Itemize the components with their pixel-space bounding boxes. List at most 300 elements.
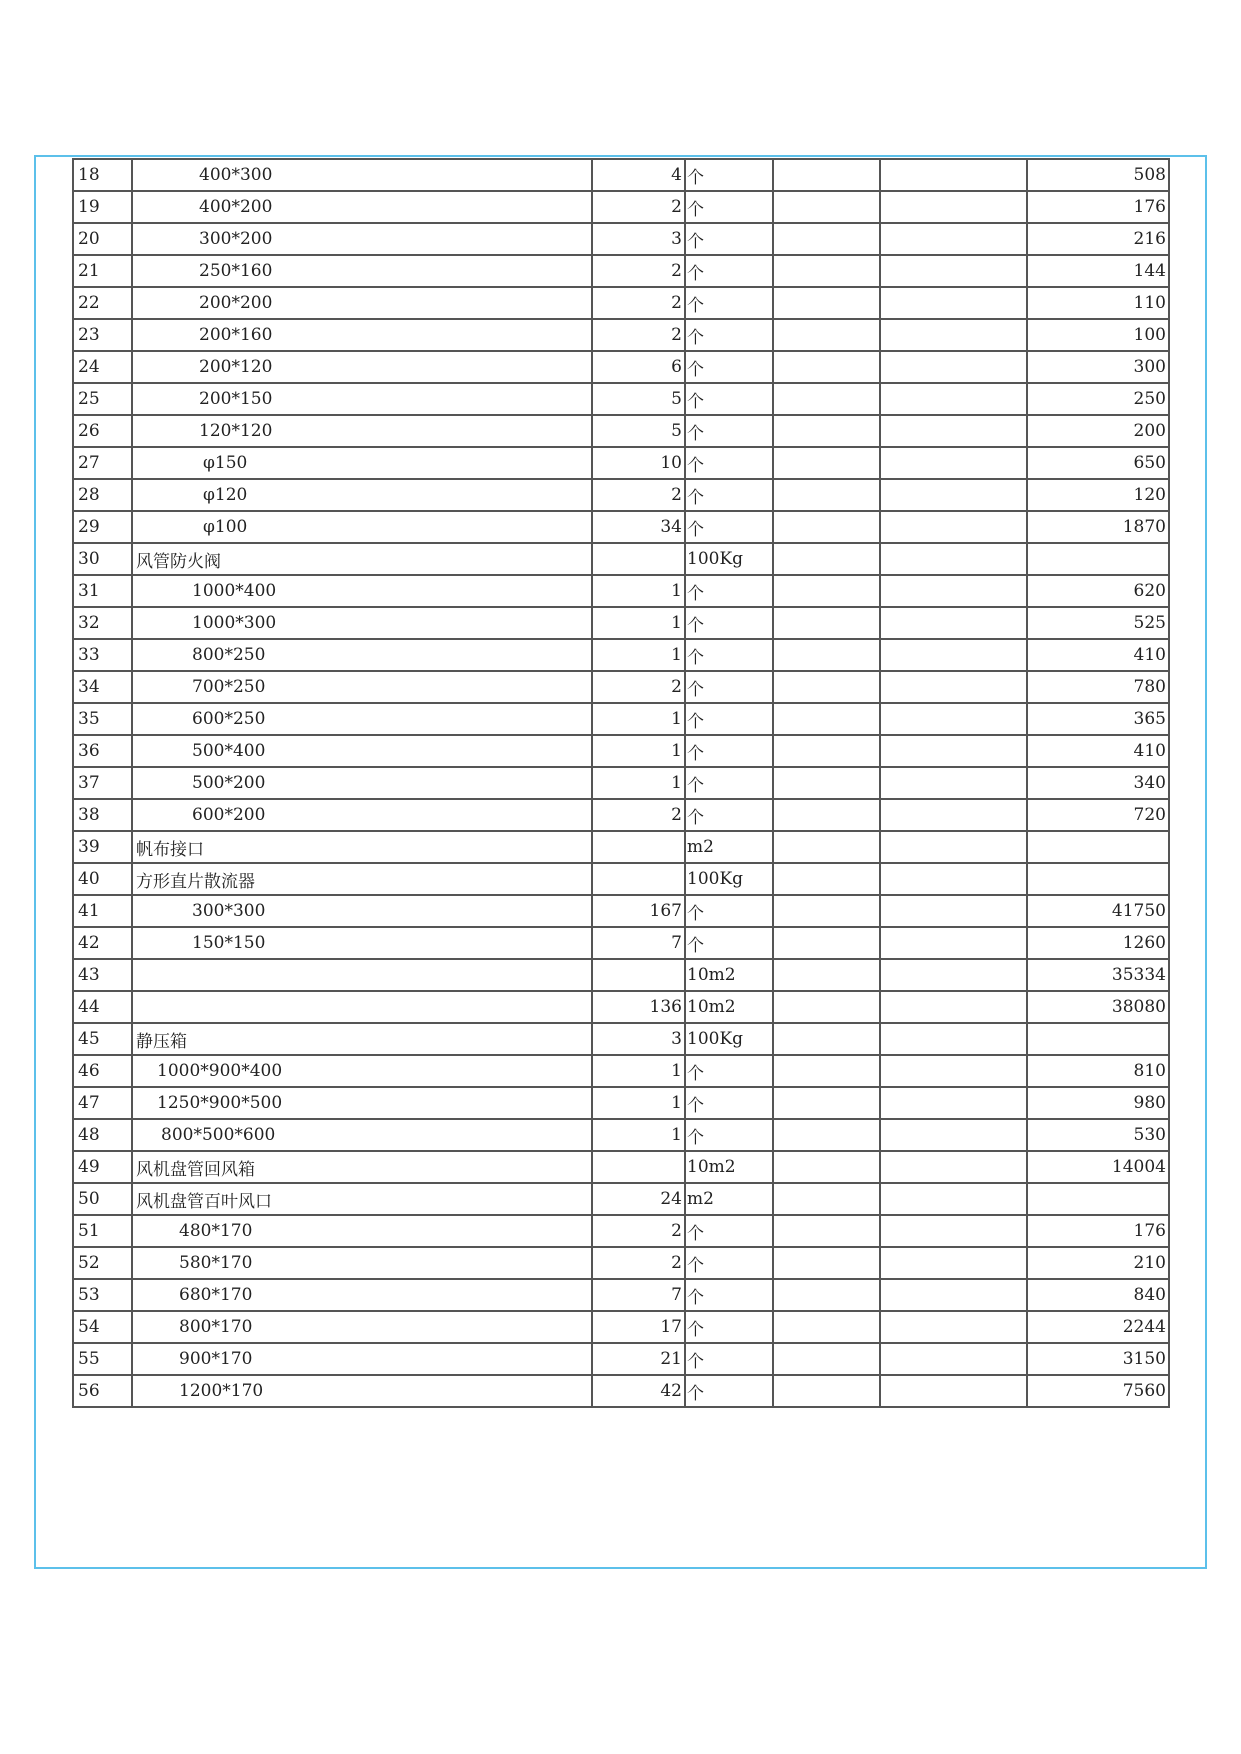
amount-cell: 216	[1027, 223, 1169, 255]
amount-cell: 508	[1027, 159, 1169, 191]
blank-cell	[880, 735, 1027, 767]
blank-cell	[880, 991, 1027, 1023]
unit-cell: 个	[685, 1375, 773, 1407]
blank-cell	[880, 1151, 1027, 1183]
item-name-cell: φ100	[132, 511, 592, 543]
item-name-cell: 200*200	[132, 287, 592, 319]
table-row	[73, 1119, 1169, 1151]
blank-cell	[773, 1055, 880, 1087]
blank-cell	[880, 1183, 1027, 1215]
item-name-cell: 600*250	[132, 703, 592, 735]
blank-cell	[773, 767, 880, 799]
table-row	[73, 1311, 1169, 1343]
blank-cell	[880, 575, 1027, 607]
amount-cell: 200	[1027, 415, 1169, 447]
table-row	[73, 159, 1169, 191]
unit-cell: 个	[685, 575, 773, 607]
amount-cell: 7560	[1027, 1375, 1169, 1407]
blank-cell	[880, 671, 1027, 703]
row-number-cell: 44	[73, 991, 132, 1023]
blank-cell	[773, 575, 880, 607]
item-name-cell: 680*170	[132, 1279, 592, 1311]
blank-cell	[880, 831, 1027, 863]
quantity-cell: 2	[592, 319, 685, 351]
row-number-cell: 22	[73, 287, 132, 319]
amount-cell: 144	[1027, 255, 1169, 287]
quantity-cell: 1	[592, 607, 685, 639]
quantity-cell: 1	[592, 703, 685, 735]
table-row	[73, 1087, 1169, 1119]
unit-cell: 个	[685, 223, 773, 255]
table-row	[73, 1215, 1169, 1247]
table-row	[73, 703, 1169, 735]
blank-cell	[880, 1215, 1027, 1247]
amount-cell: 365	[1027, 703, 1169, 735]
blank-cell	[773, 927, 880, 959]
unit-cell: 个	[685, 1215, 773, 1247]
unit-cell: 个	[685, 1119, 773, 1151]
quantity-cell: 1	[592, 767, 685, 799]
table-row	[73, 223, 1169, 255]
item-name-cell: 方形直片散流器	[132, 863, 592, 895]
blank-cell	[773, 863, 880, 895]
blank-cell	[880, 223, 1027, 255]
unit-cell: 个	[685, 415, 773, 447]
amount-cell: 3150	[1027, 1343, 1169, 1375]
amount-cell: 176	[1027, 191, 1169, 223]
unit-cell: 100Kg	[685, 1023, 773, 1055]
blank-cell	[773, 223, 880, 255]
amount-cell: 210	[1027, 1247, 1169, 1279]
table-row	[73, 1055, 1169, 1087]
item-name-cell: 400*300	[132, 159, 592, 191]
table-row	[73, 1247, 1169, 1279]
blank-cell	[880, 1343, 1027, 1375]
blank-cell	[773, 351, 880, 383]
item-name-cell: 1000*300	[132, 607, 592, 639]
table-row	[73, 415, 1169, 447]
table-row	[73, 991, 1169, 1023]
item-name-cell: 200*150	[132, 383, 592, 415]
row-number-cell: 41	[73, 895, 132, 927]
amount-cell: 14004	[1027, 1151, 1169, 1183]
unit-cell: 个	[685, 351, 773, 383]
unit-cell: 个	[685, 255, 773, 287]
table-row	[73, 511, 1169, 543]
item-name-cell: 250*160	[132, 255, 592, 287]
quantity-cell: 2	[592, 1247, 685, 1279]
blank-cell	[880, 927, 1027, 959]
blank-cell	[773, 1343, 880, 1375]
blank-cell	[880, 1311, 1027, 1343]
row-number-cell: 52	[73, 1247, 132, 1279]
quantity-cell: 17	[592, 1311, 685, 1343]
table-row	[73, 895, 1169, 927]
blank-cell	[880, 319, 1027, 351]
unit-cell: 个	[685, 479, 773, 511]
table-row	[73, 287, 1169, 319]
quantity-cell: 1	[592, 1055, 685, 1087]
amount-cell: 250	[1027, 383, 1169, 415]
row-number-cell: 39	[73, 831, 132, 863]
item-name-cell: 300*200	[132, 223, 592, 255]
amount-cell: 2244	[1027, 1311, 1169, 1343]
quantity-cell: 7	[592, 927, 685, 959]
item-name-cell: 200*160	[132, 319, 592, 351]
quantity-cell: 136	[592, 991, 685, 1023]
blank-cell	[773, 1375, 880, 1407]
table-row	[73, 1343, 1169, 1375]
quantity-cell: 7	[592, 1279, 685, 1311]
blank-cell	[773, 671, 880, 703]
row-number-cell: 20	[73, 223, 132, 255]
quantity-cell: 2	[592, 287, 685, 319]
blank-cell	[773, 319, 880, 351]
unit-cell: 个	[685, 799, 773, 831]
quantity-cell: 24	[592, 1183, 685, 1215]
amount-cell: 110	[1027, 287, 1169, 319]
item-name-cell: 1000*900*400	[132, 1055, 592, 1087]
quantity-cell	[592, 831, 685, 863]
item-name-cell: 800*170	[132, 1311, 592, 1343]
blank-cell	[880, 959, 1027, 991]
amount-cell: 1870	[1027, 511, 1169, 543]
unit-cell: 个	[685, 927, 773, 959]
amount-cell	[1027, 863, 1169, 895]
blank-cell	[773, 1247, 880, 1279]
blank-cell	[880, 607, 1027, 639]
row-number-cell: 23	[73, 319, 132, 351]
blank-cell	[773, 1119, 880, 1151]
item-name-cell: 1000*400	[132, 575, 592, 607]
unit-cell: 10m2	[685, 1151, 773, 1183]
unit-cell: 10m2	[685, 991, 773, 1023]
item-name-cell: 800*500*600	[132, 1119, 592, 1151]
blank-cell	[773, 1311, 880, 1343]
blank-cell	[880, 639, 1027, 671]
row-number-cell: 42	[73, 927, 132, 959]
item-name-cell: 1250*900*500	[132, 1087, 592, 1119]
quantity-cell	[592, 1151, 685, 1183]
row-number-cell: 38	[73, 799, 132, 831]
amount-cell: 35334	[1027, 959, 1169, 991]
row-number-cell: 36	[73, 735, 132, 767]
amount-cell	[1027, 1023, 1169, 1055]
table-row	[73, 831, 1169, 863]
row-number-cell: 30	[73, 543, 132, 575]
unit-cell: 100Kg	[685, 863, 773, 895]
table-row	[73, 479, 1169, 511]
blank-cell	[880, 255, 1027, 287]
quantity-cell: 2	[592, 671, 685, 703]
quantity-cell: 10	[592, 447, 685, 479]
row-number-cell: 19	[73, 191, 132, 223]
row-number-cell: 28	[73, 479, 132, 511]
row-number-cell: 48	[73, 1119, 132, 1151]
unit-cell: 个	[685, 671, 773, 703]
unit-cell: 个	[685, 767, 773, 799]
quantity-table	[72, 158, 1170, 1408]
blank-cell	[880, 383, 1027, 415]
item-name-cell	[132, 959, 592, 991]
unit-cell: 个	[685, 383, 773, 415]
quantity-cell: 3	[592, 223, 685, 255]
amount-cell	[1027, 543, 1169, 575]
row-number-cell: 27	[73, 447, 132, 479]
item-name-cell: 风管防火阀	[132, 543, 592, 575]
quantity-cell	[592, 863, 685, 895]
quantity-cell: 6	[592, 351, 685, 383]
row-number-cell: 35	[73, 703, 132, 735]
unit-cell: 10m2	[685, 959, 773, 991]
table-row	[73, 1279, 1169, 1311]
blank-cell	[773, 799, 880, 831]
quantity-cell: 1	[592, 1119, 685, 1151]
row-number-cell: 21	[73, 255, 132, 287]
quantity-cell: 1	[592, 639, 685, 671]
quantity-cell: 34	[592, 511, 685, 543]
blank-cell	[880, 1119, 1027, 1151]
amount-cell: 650	[1027, 447, 1169, 479]
row-number-cell: 43	[73, 959, 132, 991]
unit-cell: 个	[685, 319, 773, 351]
quantity-cell: 4	[592, 159, 685, 191]
quantity-cell	[592, 543, 685, 575]
amount-cell: 41750	[1027, 895, 1169, 927]
item-name-cell	[132, 991, 592, 1023]
item-name-cell: 480*170	[132, 1215, 592, 1247]
item-name-cell: 300*300	[132, 895, 592, 927]
amount-cell: 300	[1027, 351, 1169, 383]
table-row	[73, 255, 1169, 287]
quantity-cell: 3	[592, 1023, 685, 1055]
amount-cell: 720	[1027, 799, 1169, 831]
blank-cell	[880, 415, 1027, 447]
item-name-cell: 700*250	[132, 671, 592, 703]
item-name-cell: 120*120	[132, 415, 592, 447]
item-name-cell: 1200*170	[132, 1375, 592, 1407]
quantity-cell	[592, 959, 685, 991]
table-row	[73, 351, 1169, 383]
row-number-cell: 18	[73, 159, 132, 191]
table-row	[73, 607, 1169, 639]
amount-cell	[1027, 831, 1169, 863]
blank-cell	[880, 1375, 1027, 1407]
row-number-cell: 26	[73, 415, 132, 447]
blank-cell	[773, 735, 880, 767]
table-row	[73, 799, 1169, 831]
unit-cell: 个	[685, 1055, 773, 1087]
row-number-cell: 53	[73, 1279, 132, 1311]
blank-cell	[880, 479, 1027, 511]
table-body	[73, 159, 1169, 1407]
amount-cell: 840	[1027, 1279, 1169, 1311]
item-name-cell: 400*200	[132, 191, 592, 223]
unit-cell: 个	[685, 447, 773, 479]
row-number-cell: 47	[73, 1087, 132, 1119]
blank-cell	[773, 159, 880, 191]
blank-cell	[880, 1055, 1027, 1087]
amount-cell: 410	[1027, 735, 1169, 767]
quantity-cell: 1	[592, 1087, 685, 1119]
quantity-cell: 2	[592, 799, 685, 831]
blank-cell	[773, 703, 880, 735]
unit-cell: 个	[685, 895, 773, 927]
table-row	[73, 1023, 1169, 1055]
item-name-cell: 150*150	[132, 927, 592, 959]
item-name-cell: 静压箱	[132, 1023, 592, 1055]
blank-cell	[773, 1215, 880, 1247]
table-row	[73, 671, 1169, 703]
amount-cell: 120	[1027, 479, 1169, 511]
amount-cell: 780	[1027, 671, 1169, 703]
row-number-cell: 40	[73, 863, 132, 895]
unit-cell: 100Kg	[685, 543, 773, 575]
quantity-cell: 42	[592, 1375, 685, 1407]
table-row	[73, 447, 1169, 479]
row-number-cell: 31	[73, 575, 132, 607]
blank-cell	[773, 959, 880, 991]
table-row	[73, 1375, 1169, 1407]
amount-cell: 1260	[1027, 927, 1169, 959]
row-number-cell: 49	[73, 1151, 132, 1183]
unit-cell: 个	[685, 1087, 773, 1119]
item-name-cell: 800*250	[132, 639, 592, 671]
blank-cell	[880, 543, 1027, 575]
item-name-cell: 风机盘管百叶风口	[132, 1183, 592, 1215]
quantity-cell: 2	[592, 255, 685, 287]
item-name-cell: 900*170	[132, 1343, 592, 1375]
row-number-cell: 33	[73, 639, 132, 671]
row-number-cell: 34	[73, 671, 132, 703]
item-name-cell: φ150	[132, 447, 592, 479]
amount-cell: 410	[1027, 639, 1169, 671]
item-name-cell: φ120	[132, 479, 592, 511]
item-name-cell: 600*200	[132, 799, 592, 831]
row-number-cell: 51	[73, 1215, 132, 1247]
amount-cell: 525	[1027, 607, 1169, 639]
blank-cell	[773, 287, 880, 319]
unit-cell: 个	[685, 191, 773, 223]
amount-cell: 620	[1027, 575, 1169, 607]
amount-cell: 810	[1027, 1055, 1169, 1087]
blank-cell	[773, 1279, 880, 1311]
row-number-cell: 25	[73, 383, 132, 415]
quantity-cell: 21	[592, 1343, 685, 1375]
blank-cell	[880, 287, 1027, 319]
unit-cell: 个	[685, 735, 773, 767]
blank-cell	[880, 895, 1027, 927]
row-number-cell: 24	[73, 351, 132, 383]
table-row	[73, 639, 1169, 671]
item-name-cell: 200*120	[132, 351, 592, 383]
blank-cell	[880, 767, 1027, 799]
blank-cell	[773, 1151, 880, 1183]
unit-cell: 个	[685, 287, 773, 319]
blank-cell	[880, 863, 1027, 895]
amount-cell: 340	[1027, 767, 1169, 799]
blank-cell	[880, 511, 1027, 543]
blank-cell	[773, 383, 880, 415]
amount-cell: 980	[1027, 1087, 1169, 1119]
row-number-cell: 37	[73, 767, 132, 799]
table-row	[73, 543, 1169, 575]
table-row	[73, 319, 1169, 351]
blank-cell	[773, 831, 880, 863]
blank-cell	[773, 1183, 880, 1215]
blank-cell	[773, 991, 880, 1023]
item-name-cell: 580*170	[132, 1247, 592, 1279]
unit-cell: 个	[685, 511, 773, 543]
amount-cell: 38080	[1027, 991, 1169, 1023]
table-row	[73, 575, 1169, 607]
amount-cell: 530	[1027, 1119, 1169, 1151]
row-number-cell: 45	[73, 1023, 132, 1055]
table-row	[73, 735, 1169, 767]
quantity-cell: 1	[592, 575, 685, 607]
blank-cell	[880, 799, 1027, 831]
blank-cell	[880, 703, 1027, 735]
blank-cell	[880, 447, 1027, 479]
item-name-cell: 500*400	[132, 735, 592, 767]
quantity-cell: 5	[592, 415, 685, 447]
unit-cell: 个	[685, 1311, 773, 1343]
blank-cell	[773, 1023, 880, 1055]
amount-cell: 176	[1027, 1215, 1169, 1247]
table-row	[73, 927, 1169, 959]
unit-cell: m2	[685, 1183, 773, 1215]
row-number-cell: 46	[73, 1055, 132, 1087]
blank-cell	[773, 607, 880, 639]
unit-cell: 个	[685, 1247, 773, 1279]
row-number-cell: 29	[73, 511, 132, 543]
blank-cell	[880, 159, 1027, 191]
quantity-cell: 2	[592, 191, 685, 223]
blank-cell	[773, 415, 880, 447]
item-name-cell: 风机盘管回风箱	[132, 1151, 592, 1183]
blank-cell	[880, 351, 1027, 383]
unit-cell: 个	[685, 703, 773, 735]
table-row	[73, 959, 1169, 991]
blank-cell	[773, 543, 880, 575]
table-row	[73, 383, 1169, 415]
blank-cell	[773, 479, 880, 511]
quantity-cell: 1	[592, 735, 685, 767]
row-number-cell: 32	[73, 607, 132, 639]
blank-cell	[773, 447, 880, 479]
blank-cell	[880, 191, 1027, 223]
row-number-cell: 54	[73, 1311, 132, 1343]
unit-cell: 个	[685, 639, 773, 671]
blank-cell	[773, 639, 880, 671]
table-row	[73, 767, 1169, 799]
amount-cell: 100	[1027, 319, 1169, 351]
item-name-cell: 500*200	[132, 767, 592, 799]
blank-cell	[773, 1087, 880, 1119]
blank-cell	[880, 1087, 1027, 1119]
row-number-cell: 50	[73, 1183, 132, 1215]
blank-cell	[880, 1279, 1027, 1311]
quantity-cell: 167	[592, 895, 685, 927]
amount-cell	[1027, 1183, 1169, 1215]
row-number-cell: 55	[73, 1343, 132, 1375]
unit-cell: 个	[685, 607, 773, 639]
unit-cell: m2	[685, 831, 773, 863]
unit-cell: 个	[685, 159, 773, 191]
blank-cell	[773, 511, 880, 543]
blank-cell	[880, 1247, 1027, 1279]
table-row	[73, 1151, 1169, 1183]
